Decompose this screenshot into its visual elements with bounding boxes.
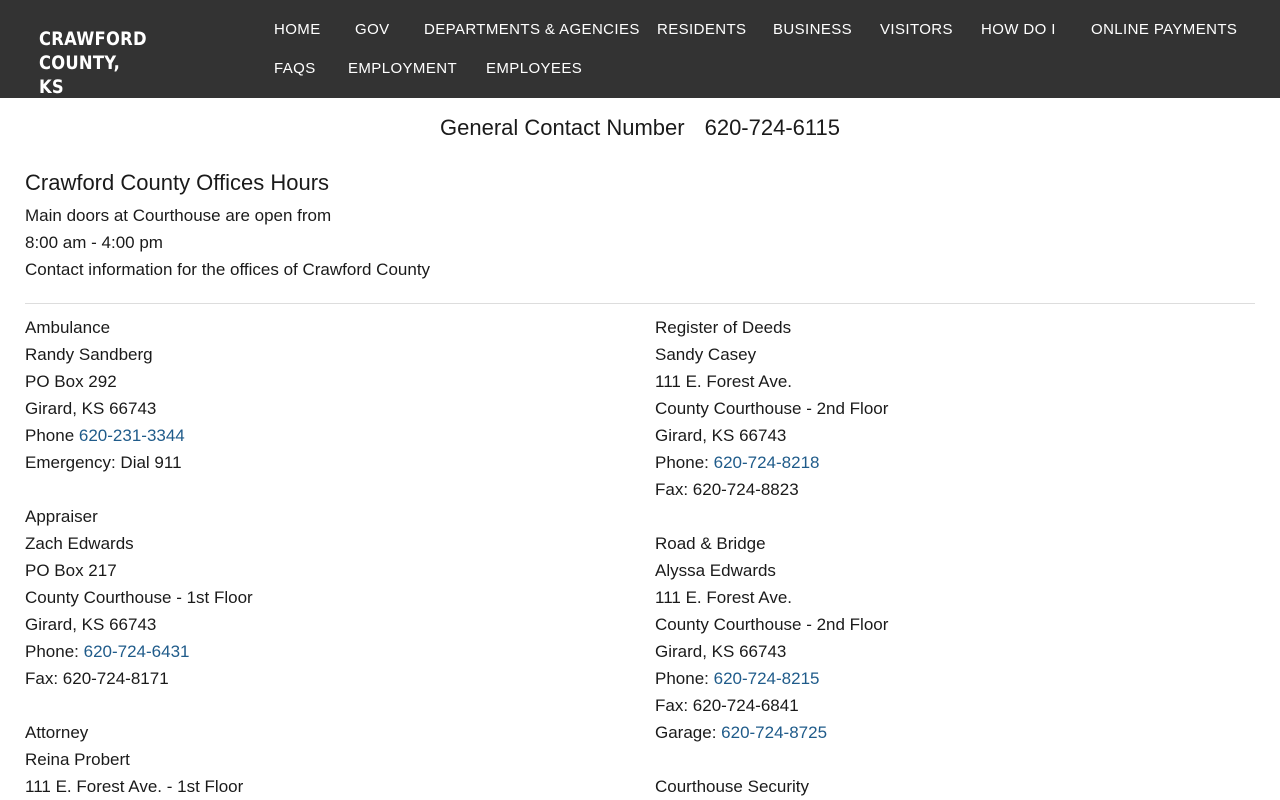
nav-employees[interactable]: EMPLOYEES	[486, 60, 583, 77]
office-phone	[655, 449, 888, 476]
general-contact	[0, 114, 1280, 142]
office-emergency: Emergency: Dial 911	[25, 453, 182, 472]
spacer	[655, 746, 888, 773]
phone-link[interactable]: 620-724-8215	[713, 669, 820, 688]
office-name: Appraiser	[25, 507, 98, 526]
office-address: 111 E. Forest Ave.	[655, 588, 793, 607]
office-register-of-deeds	[655, 314, 888, 503]
office-location: County Courthouse - 2nd Floor	[655, 399, 889, 418]
office-appraiser	[25, 503, 253, 692]
office-city: Girard, KS 66743	[25, 399, 157, 418]
nav-visitors[interactable]: VISITORS	[880, 21, 953, 38]
nav-employment[interactable]: EMPLOYMENT	[348, 60, 458, 77]
office-name: Road & Bridge	[655, 534, 766, 553]
nav-how-do-i[interactable]: HOW DO I	[981, 21, 1056, 38]
general-contact-number: 620-724-6115	[704, 115, 840, 140]
office-ambulance	[25, 314, 253, 476]
nav-online-payments[interactable]: ONLINE PAYMENTS	[1091, 21, 1238, 38]
general-contact-label: General Contact Number	[440, 115, 685, 140]
hours-doors-text: Main doors at Courthouse are open from	[25, 206, 332, 225]
divider	[25, 303, 1255, 304]
spacer	[25, 692, 253, 719]
office-road-bridge	[655, 530, 888, 746]
office-city: Girard, KS 66743	[655, 426, 787, 445]
site-header	[0, 0, 1280, 98]
logo-line-2: KS	[39, 76, 64, 98]
office-phone	[655, 665, 888, 692]
office-location: County Courthouse - 1st Floor	[25, 588, 253, 607]
nav-departments-agencies[interactable]: DEPARTMENTS & AGENCIES	[424, 21, 640, 38]
office-person: Randy Sandberg	[25, 345, 153, 364]
office-fax: Fax: 620-724-8171	[25, 669, 169, 688]
garage-label: Garage:	[655, 723, 722, 742]
nav-gov[interactable]: GOV	[355, 21, 390, 38]
offices-right-column	[655, 314, 888, 800]
office-location: County Courthouse - 2nd Floor	[655, 615, 889, 634]
office-name: Register of Deeds	[655, 318, 792, 337]
office-po-box: PO Box 217	[25, 561, 117, 580]
phone-label: Phone	[25, 426, 79, 445]
phone-link[interactable]: 620-231-3344	[78, 426, 185, 445]
office-fax: Fax: 620-724-8823	[655, 480, 799, 499]
office-fax: Fax: 620-724-6841	[655, 696, 799, 715]
phone-link[interactable]: 620-724-6431	[83, 642, 190, 661]
office-phone	[25, 638, 253, 665]
phone-label: Phone:	[655, 669, 714, 688]
office-phone	[25, 422, 253, 449]
office-hours-title: Crawford County Offices Hours	[25, 170, 330, 195]
phone-label: Phone:	[655, 453, 714, 472]
office-person: Zach Edwards	[25, 534, 134, 553]
office-name: Courthouse Security	[655, 777, 810, 796]
office-city: Girard, KS 66743	[655, 642, 787, 661]
office-name: Ambulance	[25, 318, 111, 337]
spacer	[655, 503, 888, 530]
office-courthouse-security	[655, 773, 888, 800]
phone-label: Phone:	[25, 642, 84, 661]
nav-residents[interactable]: RESIDENTS	[657, 21, 747, 38]
office-address: 111 E. Forest Ave.	[655, 372, 793, 391]
office-person: Alyssa Edwards	[655, 561, 776, 580]
garage-phone-link[interactable]: 620-724-8725	[721, 723, 828, 742]
contact-info-intro: Contact information for the offices of Crawford County	[25, 260, 431, 279]
office-city: Girard, KS 66743	[25, 615, 157, 634]
office-attorney	[25, 719, 253, 800]
phone-link[interactable]: 620-724-8218	[713, 453, 820, 472]
nav-home[interactable]: HOME	[274, 21, 321, 38]
site-logo[interactable]	[39, 27, 211, 99]
nav-business[interactable]: BUSINESS	[773, 21, 853, 38]
hours-time-text: 8:00 am - 4:00 pm	[25, 233, 163, 252]
office-person: Sandy Casey	[655, 345, 757, 364]
logo-line-1: CRAWFORD COUNTY,	[39, 28, 147, 74]
office-hours-info	[25, 202, 430, 283]
office-garage	[655, 719, 888, 746]
spacer	[25, 476, 253, 503]
office-name: Attorney	[25, 723, 89, 742]
nav-faqs[interactable]: FAQS	[274, 60, 316, 77]
office-address: 111 E. Forest Ave. - 1st Floor	[25, 777, 244, 796]
office-person: Reina Probert	[25, 750, 130, 769]
office-po-box: PO Box 292	[25, 372, 117, 391]
offices-left-column	[25, 314, 253, 800]
